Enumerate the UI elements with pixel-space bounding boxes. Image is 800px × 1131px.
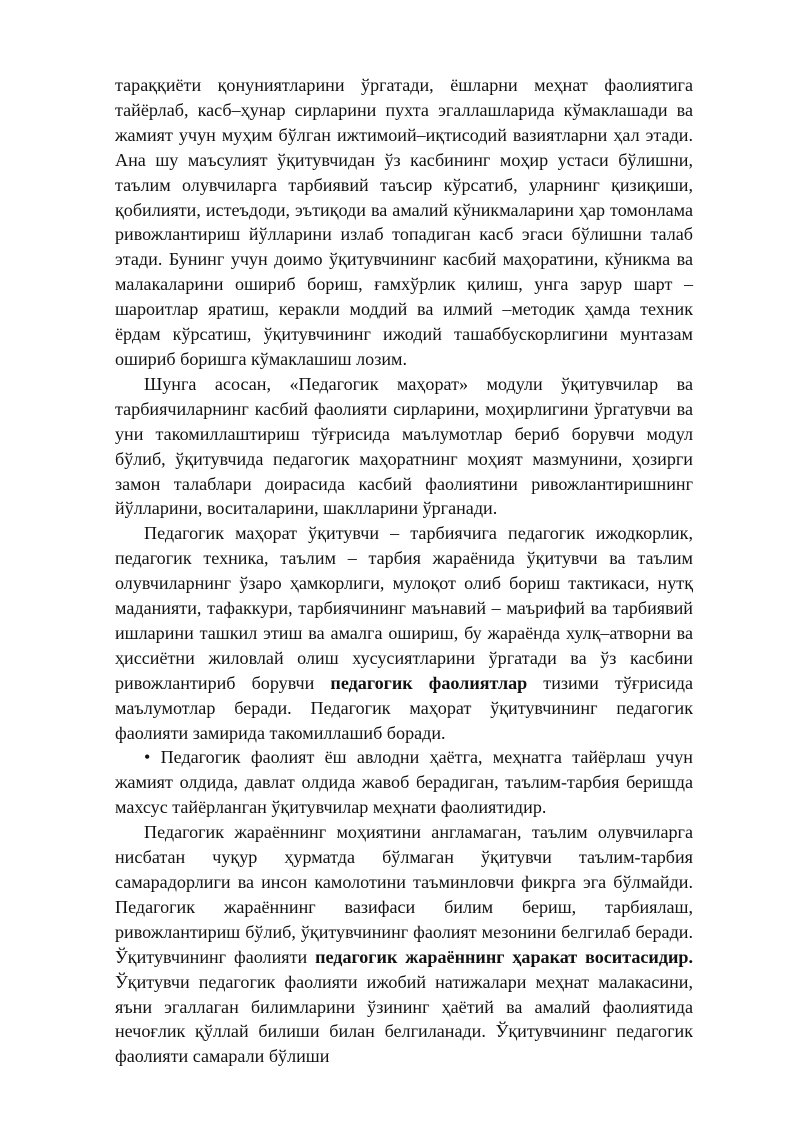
paragraph-4 [115,745,693,820]
text-run: Педагогик маҳорат ўқитувчи – тарбиячига педагогик ижодкорлик, педагогик техника, таълим – тарбия жараёнида ўқитувчи ва таълим олувчиларнинг ўзаро ҳамкорлиги, мулоқот олиб бориш тактикаси, нутқ маданияти, тафаккури, тарбиячининг маънавий – маърифий ва тарбиявий ишларини ташкил этиш ва амалга ошириш, бу жараёнда хулқ–атворни ва ҳиссиётни жиловлай олиш хусусиятларини ўргатади ва ўз касбини ривожлантириб борувчи [115,523,693,693]
bold-term: педагогик жараённинг ҳаракат воситасидир. [315,946,694,967]
text-run: • Педагогик фаолият ёш авлодни ҳаётга, меҳнатга тайёрлаш учун жамият олдида, давлат олдида жавоб берадиган, таълим-тарбия беришда махсус тайёрланган ўқитувчилар меҳнати фаолиятидир. [115,747,693,818]
document-page [115,73,693,1069]
bold-term: педагогик фаолиятлар [330,672,528,693]
text-run: тараққиёти қонуниятларини ўргатади, ёшларни меҳнат фаолиятига тайёрлаб, касб–ҳунар сирларини пухта эгаллашларида кўмаклашади ва жамият учун муҳим бўлган ижтимоий–иқтисодий вазиятларни ҳал этади. Ана шу маъсулият ўқитувчидан ўз касбининг моҳир устаси бўлишни, таълим олувчиларга тарбиявий таъсир кўрсатиб, уларнинг қизиқиши, қобилияти, истеъдоди, эътиқоди ва амалий кўникмаларини ҳар томонлама ривожлантириш йўлларини излаб топадиган касб эгаси бўлишни талаб этади. Бунинг учун доимо ўқитувчининг касбий маҳоратини, кўникма ва малакаларини ошириб бориш, ғамхўрлик қилиш, унга зарур шарт – шароитлар яратиш, керакли моддий ва илмий –методик ҳамда техник ёрдам кўрсатиш, ўқитувчининг ижодий ташаббускорлигини мунтазам ошириб боришга кўмаклашиш лозим. [115,75,693,369]
text-run: Ўқитувчи педагогик фаолияти ижобий натижалари меҳнат малакасини, яъни эгаллаган билимларини ўзининг ҳаётий ва амалий фаолиятида нечоғлик қўллай билиши билан белгиланади. Ўқитувчининг педагогик фаолияти самарали бўлиши [115,971,693,1067]
paragraph-2 [115,372,693,521]
text-run: тизими тўғрисида маълумотлар беради. Педагогик маҳорат ўқитувчининг педагогик фаолияти замирида такомиллашиб боради. [115,672,693,743]
paragraph-5 [115,820,693,1069]
text-run: Педагогик жараённинг моҳиятини англамаган, таълим олувчиларга нисбатан чуқур ҳурматда бўлмаган ўқитувчи таълим-тарбия самарадорлиги ва инсон камолотини таъминловчи фикрга эга бўлмайди. Педагогик жараённинг вазифаси билим бериш, тарбиялаш, ривожлантириш бўлиб, ўқитувчининг фаолият мезонини белгилаб беради. Ўқитувчининг фаолияти [115,822,693,967]
paragraph-3 [115,521,693,745]
paragraph-1 [115,73,693,372]
text-run: Шунга асосан, «Педагогик маҳорат» модули ўқитувчилар ва тарбиячиларнинг касбий фаолияти сирларини, моҳирлигини ўргатувчи ва уни такомиллаштириш тўғрисида маълумотлар бериб борувчи модул бўлиб, ўқитувчида педагогик маҳоратнинг моҳият мазмунини, ҳозирги замон талаблари доирасида касбий фаолиятини ривожлантиришнинг йўлларини, воситаларини, шаклларини ўрганади. [115,373,693,519]
